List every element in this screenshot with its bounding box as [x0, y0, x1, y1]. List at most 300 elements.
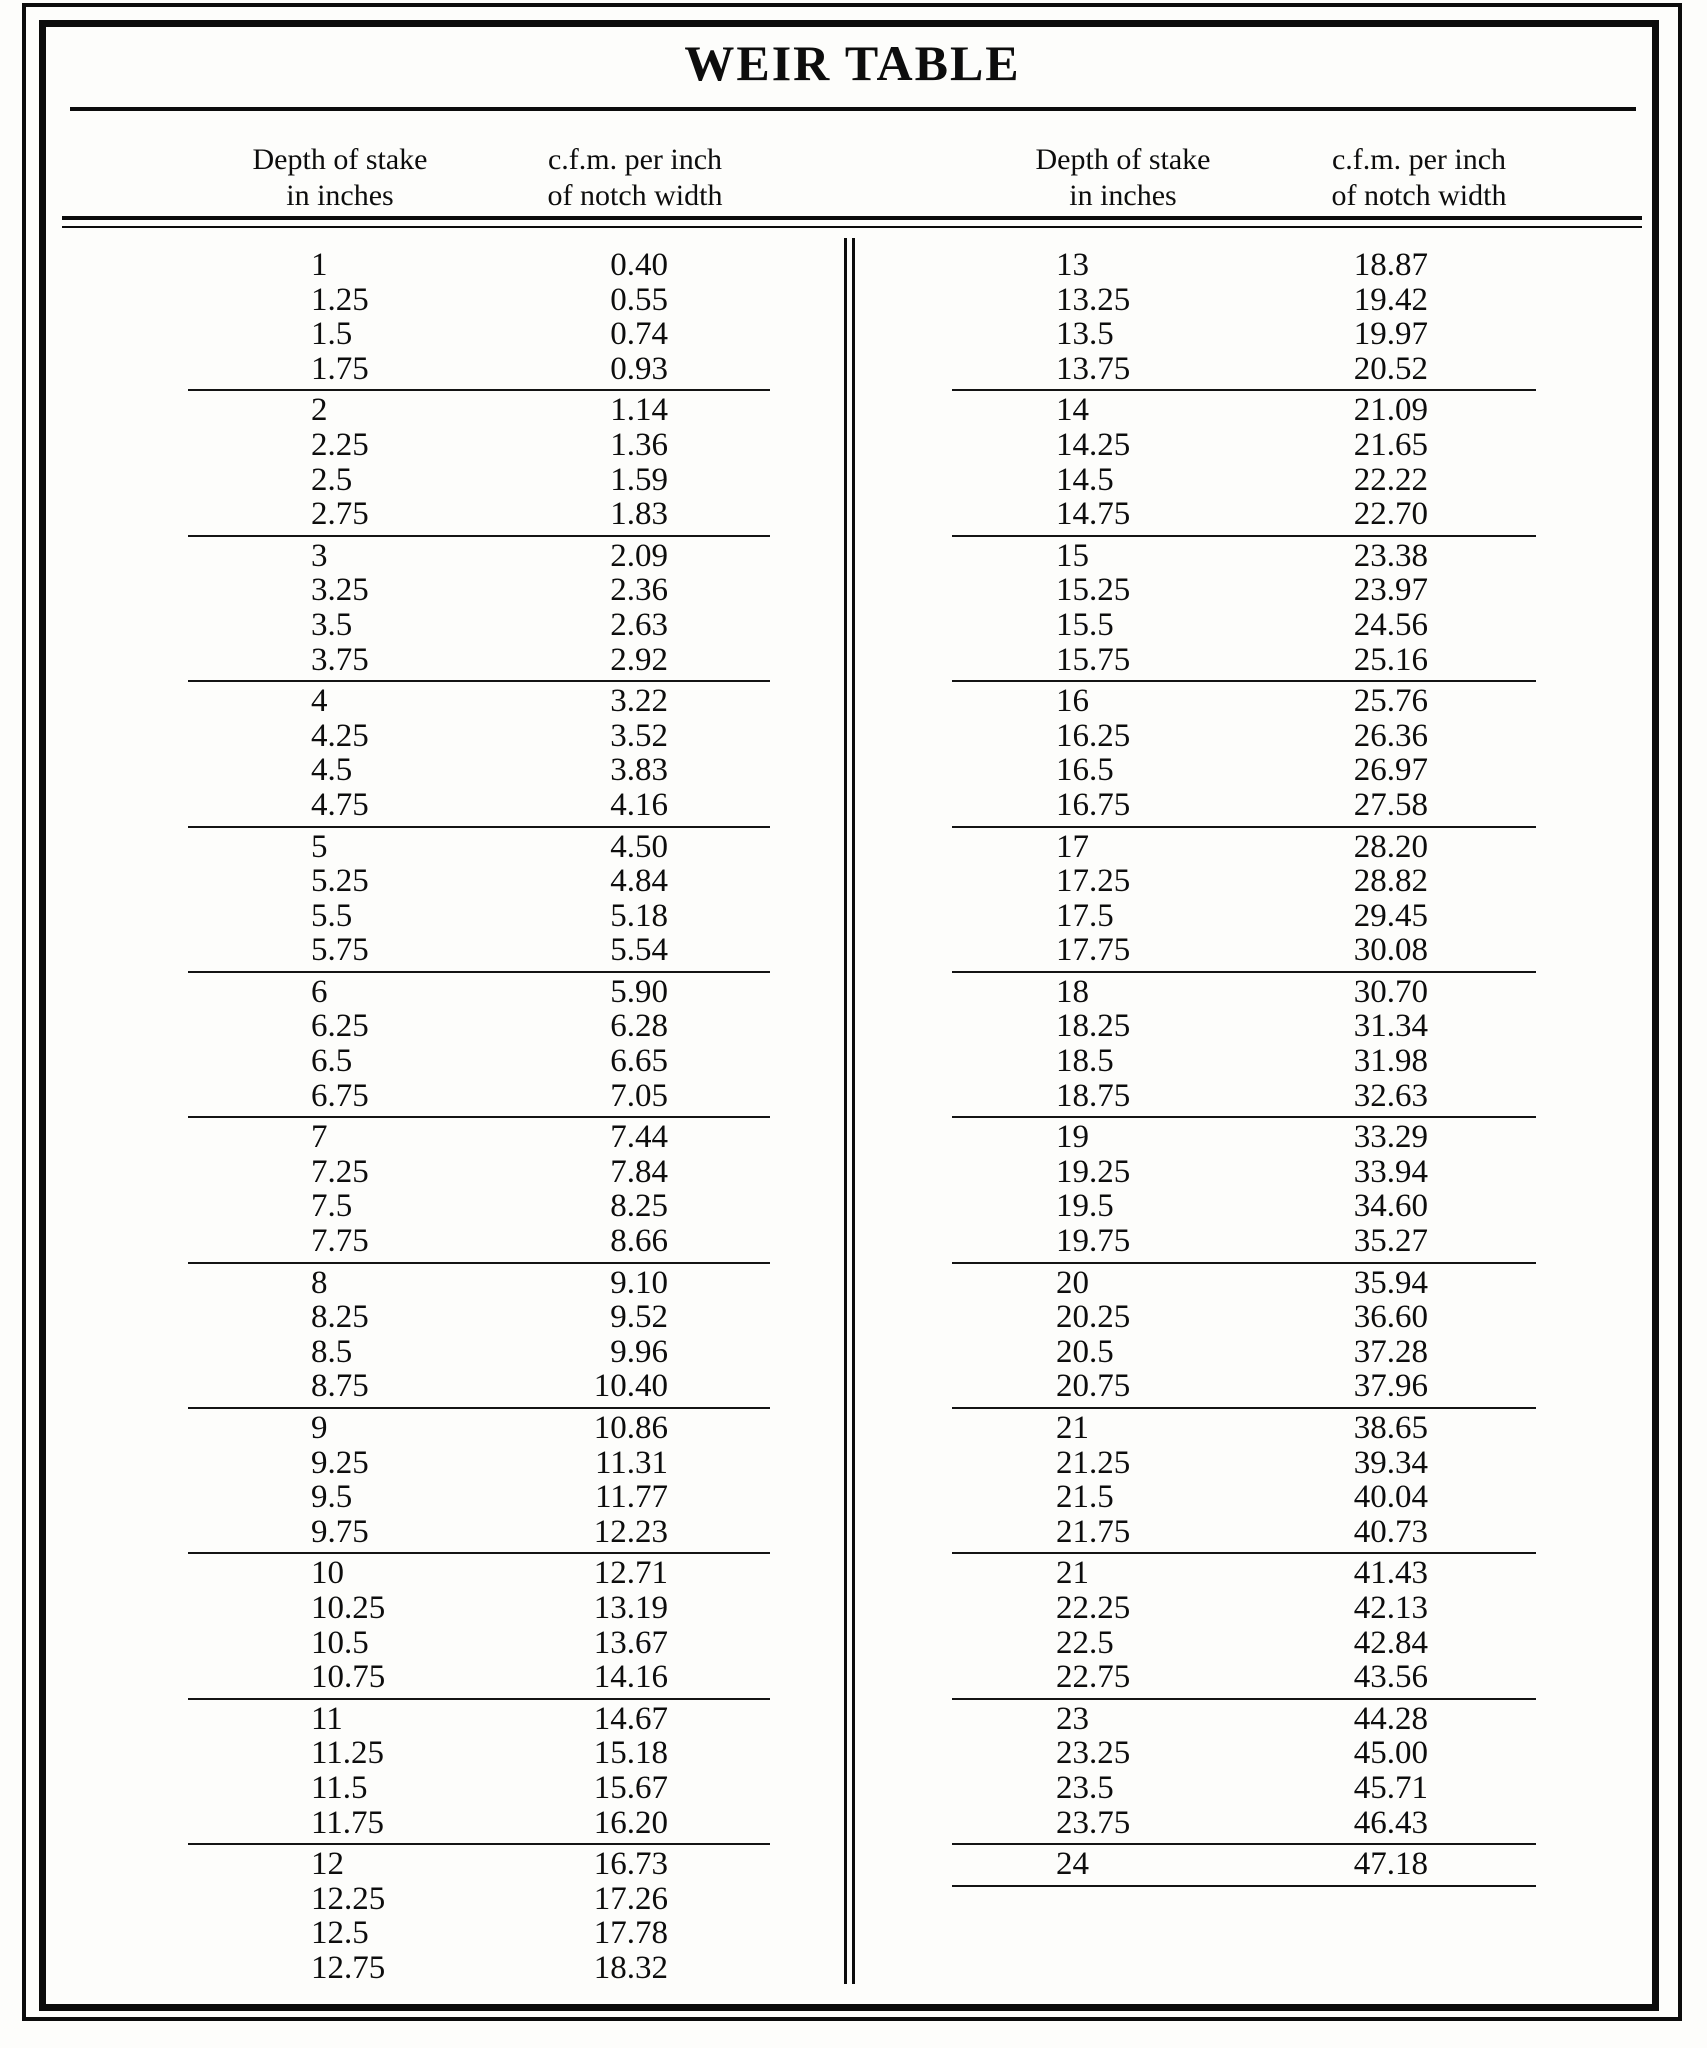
- depth-cell: 7.75: [311, 1223, 369, 1260]
- depth-cell: 3: [311, 537, 328, 574]
- cfm-cell: 47.18: [1353, 1846, 1428, 1883]
- cfm-cell: 16.20: [593, 1804, 668, 1841]
- cfm-cell: 30.70: [1353, 973, 1428, 1010]
- cfm-cell: 26.36: [1353, 717, 1428, 754]
- cfm-cell: 5.54: [610, 932, 668, 969]
- table-row: [65, 573, 845, 608]
- depth-cell: 9: [311, 1410, 328, 1446]
- table-row: [65, 864, 845, 899]
- depth-cell: 10.25: [311, 1589, 386, 1626]
- cfm-cell: 21.65: [1353, 426, 1428, 463]
- table-row: [860, 248, 1640, 283]
- cfm-cell: 33.29: [1353, 1119, 1428, 1156]
- table-row: [65, 608, 845, 643]
- table-row: [65, 933, 845, 968]
- header-depth-line2: in inches: [1069, 179, 1177, 212]
- table-row: [65, 463, 845, 498]
- row-group: [65, 393, 845, 536]
- depth-cell: 13: [1056, 247, 1089, 283]
- cfm-cell: 7.05: [610, 1077, 668, 1114]
- row-group: [860, 1847, 1640, 1887]
- depth-cell: 10: [311, 1555, 344, 1592]
- cfm-cell: 2.36: [610, 572, 668, 609]
- depth-cell: 14.25: [1056, 426, 1131, 463]
- table-row: [860, 1189, 1640, 1224]
- table-row: [860, 573, 1640, 608]
- table-row: [860, 317, 1640, 352]
- table-row: [65, 1736, 845, 1771]
- depth-cell: 24: [1056, 1846, 1089, 1883]
- table-row: [65, 1446, 845, 1481]
- depth-cell: 20: [1056, 1264, 1089, 1301]
- depth-cell: 21.75: [1056, 1513, 1131, 1550]
- table-row: [65, 1266, 845, 1301]
- row-group: [860, 975, 1640, 1118]
- cfm-cell: 23.97: [1353, 572, 1428, 609]
- depth-cell: 23: [1056, 1700, 1089, 1737]
- table-row: [860, 428, 1640, 463]
- cfm-cell: 23.38: [1353, 537, 1428, 574]
- table-row: [65, 753, 845, 788]
- table-row: [65, 1120, 845, 1155]
- table-row: [860, 497, 1640, 532]
- table-row: [860, 1736, 1640, 1771]
- cfm-cell: 0.93: [610, 350, 668, 387]
- table-row: [860, 283, 1640, 318]
- depth-cell: 5.5: [311, 897, 353, 934]
- depth-cell: 11.75: [311, 1804, 385, 1841]
- cfm-cell: 38.65: [1353, 1410, 1428, 1446]
- header-depth-right: [993, 142, 1253, 214]
- row-group: [860, 830, 1640, 973]
- header-double-rule: [62, 216, 1642, 228]
- depth-cell: 6: [311, 973, 328, 1010]
- cfm-cell: 14.16: [593, 1659, 668, 1696]
- cfm-cell: 21.09: [1353, 392, 1428, 429]
- depth-cell: 4.25: [311, 717, 369, 754]
- table-row: [860, 933, 1640, 968]
- depth-cell: 2.75: [311, 496, 369, 533]
- depth-cell: 21.25: [1056, 1444, 1131, 1481]
- table-row: [65, 1626, 845, 1661]
- depth-cell: 15.75: [1056, 641, 1131, 678]
- table-row: [65, 1951, 845, 1986]
- cfm-cell: 12.71: [593, 1555, 668, 1592]
- table-row: [860, 684, 1640, 719]
- table-row: [860, 1155, 1640, 1190]
- depth-cell: 5.25: [311, 863, 369, 900]
- cfm-cell: 33.94: [1353, 1153, 1428, 1190]
- depth-cell: 17.75: [1056, 932, 1131, 969]
- depth-cell: 1.25: [311, 281, 369, 318]
- table-row: [860, 393, 1640, 428]
- row-group: [860, 1702, 1640, 1845]
- depth-cell: 6.75: [311, 1077, 369, 1114]
- depth-cell: 8.25: [311, 1299, 369, 1336]
- left-column-body: [65, 248, 845, 1986]
- row-group: [860, 248, 1640, 391]
- table-row: [860, 1591, 1640, 1626]
- depth-cell: 11.25: [311, 1735, 385, 1772]
- depth-cell: 14.75: [1056, 496, 1131, 533]
- header-depth-left: [210, 142, 470, 214]
- cfm-cell: 30.08: [1353, 932, 1428, 969]
- cfm-cell: 8.25: [610, 1188, 668, 1225]
- depth-cell: 3.5: [311, 606, 353, 643]
- depth-cell: 5.75: [311, 932, 369, 969]
- table-row: [65, 899, 845, 934]
- table-row: [65, 283, 845, 318]
- table-row: [860, 1224, 1640, 1259]
- depth-cell: 6.5: [311, 1043, 353, 1080]
- depth-cell: 13.75: [1056, 350, 1131, 387]
- depth-cell: 20.5: [1056, 1333, 1114, 1370]
- cfm-cell: 6.28: [610, 1008, 668, 1045]
- cfm-cell: 4.84: [610, 863, 668, 900]
- cfm-cell: 44.28: [1353, 1700, 1428, 1737]
- depth-cell: 18.25: [1056, 1008, 1131, 1045]
- row-group: [65, 248, 845, 391]
- depth-cell: 1.5: [311, 316, 353, 353]
- cfm-cell: 22.70: [1353, 496, 1428, 533]
- depth-cell: 16.5: [1056, 752, 1114, 789]
- table-row: [65, 684, 845, 719]
- cfm-cell: 20.52: [1353, 350, 1428, 387]
- table-row: [860, 1702, 1640, 1737]
- table-row: [860, 1079, 1640, 1114]
- row-group: [65, 975, 845, 1118]
- depth-cell: 14.5: [1056, 461, 1114, 498]
- depth-cell: 21.5: [1056, 1479, 1114, 1516]
- depth-cell: 12.25: [311, 1880, 386, 1917]
- depth-cell: 5: [311, 828, 328, 865]
- table-row: [860, 1771, 1640, 1806]
- table-row: [65, 1369, 845, 1404]
- cfm-cell: 22.22: [1353, 461, 1428, 498]
- depth-cell: 17.25: [1056, 863, 1131, 900]
- table-row: [860, 1847, 1640, 1882]
- depth-cell: 4.75: [311, 786, 369, 823]
- depth-cell: 17.5: [1056, 897, 1114, 934]
- cfm-cell: 25.16: [1353, 641, 1428, 678]
- cfm-cell: 28.20: [1353, 828, 1428, 865]
- row-group: [860, 1120, 1640, 1263]
- depth-cell: 12.5: [311, 1915, 369, 1952]
- row-group: [65, 1556, 845, 1699]
- header-cfm-right: [1289, 142, 1549, 214]
- cfm-cell: 28.82: [1353, 863, 1428, 900]
- table-row: [65, 1702, 845, 1737]
- row-group: [65, 830, 845, 973]
- depth-cell: 8.5: [311, 1333, 353, 1370]
- depth-cell: 20.75: [1056, 1368, 1131, 1405]
- table-row: [860, 899, 1640, 934]
- cfm-cell: 41.43: [1353, 1555, 1428, 1592]
- cfm-cell: 5.90: [610, 973, 668, 1010]
- cfm-cell: 40.04: [1353, 1479, 1428, 1516]
- cfm-cell: 2.63: [610, 606, 668, 643]
- table-row: [860, 608, 1640, 643]
- table-row: [65, 1079, 845, 1114]
- cfm-cell: 18.32: [593, 1949, 668, 1986]
- cfm-cell: 42.84: [1353, 1624, 1428, 1661]
- depth-cell: 18.75: [1056, 1077, 1131, 1114]
- table-row: [860, 1044, 1640, 1079]
- table-row: [65, 1009, 845, 1044]
- cfm-cell: 16.73: [593, 1846, 668, 1883]
- depth-cell: 3.75: [311, 641, 369, 678]
- table-row: [860, 1300, 1640, 1335]
- table-row: [860, 788, 1640, 823]
- depth-cell: 18.5: [1056, 1043, 1114, 1080]
- cfm-cell: 25.76: [1353, 683, 1428, 720]
- cfm-cell: 26.97: [1353, 752, 1428, 789]
- row-group: [860, 1411, 1640, 1554]
- table-row: [860, 1806, 1640, 1841]
- table-row: [65, 1155, 845, 1190]
- cfm-cell: 0.74: [610, 316, 668, 353]
- depth-cell: 22.25: [1056, 1589, 1131, 1626]
- cfm-cell: 2.92: [610, 641, 668, 678]
- depth-cell: 2.25: [311, 426, 369, 463]
- row-group: [65, 1847, 845, 1985]
- cfm-cell: 37.96: [1353, 1368, 1428, 1405]
- row-group: [860, 539, 1640, 682]
- cfm-cell: 29.45: [1353, 897, 1428, 934]
- depth-cell: 14: [1056, 392, 1089, 429]
- table-row: [65, 428, 845, 463]
- table-row: [65, 830, 845, 865]
- cfm-cell: 18.87: [1353, 247, 1428, 283]
- cfm-cell: 43.56: [1353, 1659, 1428, 1696]
- cfm-cell: 13.67: [593, 1624, 668, 1661]
- table-row: [860, 352, 1640, 387]
- cfm-cell: 4.16: [610, 786, 668, 823]
- row-group: [65, 539, 845, 682]
- table-row: [65, 248, 845, 283]
- depth-cell: 15: [1056, 537, 1089, 574]
- table-row: [860, 753, 1640, 788]
- depth-cell: 21: [1056, 1410, 1089, 1446]
- cfm-cell: 31.34: [1353, 1008, 1428, 1045]
- table-row: [860, 1626, 1640, 1661]
- cfm-cell: 24.56: [1353, 606, 1428, 643]
- row-group: [860, 684, 1640, 827]
- cfm-cell: 0.40: [610, 247, 668, 283]
- depth-cell: 11.5: [311, 1769, 368, 1806]
- table-row: [65, 788, 845, 823]
- cfm-cell: 8.66: [610, 1223, 668, 1260]
- header-cfm-line2: of notch width: [547, 179, 723, 212]
- cfm-cell: 9.96: [610, 1333, 668, 1370]
- cfm-cell: 7.84: [610, 1153, 668, 1190]
- table-row: [65, 1806, 845, 1841]
- table-row: [65, 539, 845, 574]
- depth-cell: 22.5: [1056, 1624, 1114, 1661]
- depth-cell: 7.25: [311, 1153, 369, 1190]
- table-row: [65, 1916, 845, 1951]
- depth-cell: 9.75: [311, 1513, 369, 1550]
- depth-cell: 12.75: [311, 1949, 386, 1986]
- depth-cell: 2: [311, 392, 328, 429]
- depth-cell: 18: [1056, 973, 1089, 1010]
- depth-cell: 4.5: [311, 752, 353, 789]
- depth-cell: 1: [311, 247, 328, 283]
- table-row: [65, 975, 845, 1010]
- row-group: [65, 1266, 845, 1409]
- depth-cell: 2.5: [311, 461, 353, 498]
- cfm-cell: 1.36: [610, 426, 668, 463]
- depth-cell: 9.25: [311, 1444, 369, 1481]
- header-depth-line1: Depth of stake: [252, 143, 428, 176]
- depth-cell: 23.25: [1056, 1735, 1131, 1772]
- row-group: [860, 393, 1640, 536]
- depth-cell: 15.5: [1056, 606, 1114, 643]
- table-row: [65, 1660, 845, 1695]
- cfm-cell: 36.60: [1353, 1299, 1428, 1336]
- table-row: [65, 317, 845, 352]
- table-row: [860, 1009, 1640, 1044]
- cfm-cell: 14.67: [593, 1700, 668, 1737]
- cfm-cell: 42.13: [1353, 1589, 1428, 1626]
- table-row: [65, 1480, 845, 1515]
- row-group: [65, 1411, 845, 1554]
- depth-cell: 15.25: [1056, 572, 1131, 609]
- table-row: [65, 1335, 845, 1370]
- cfm-cell: 7.44: [610, 1119, 668, 1156]
- depth-cell: 8: [311, 1264, 328, 1301]
- header-cfm-line1: c.f.m. per inch: [1331, 143, 1507, 176]
- table-row: [860, 1446, 1640, 1481]
- cfm-cell: 37.28: [1353, 1333, 1428, 1370]
- cfm-cell: 11.77: [594, 1479, 668, 1516]
- cfm-cell: 15.67: [593, 1769, 668, 1806]
- cfm-cell: 17.26: [593, 1880, 668, 1917]
- cfm-cell: 2.09: [610, 537, 668, 574]
- table-row: [65, 352, 845, 387]
- table-row: [860, 1480, 1640, 1515]
- cfm-cell: 10.86: [593, 1410, 668, 1446]
- header-cfm-line1: c.f.m. per inch: [547, 143, 723, 176]
- table-row: [860, 1660, 1640, 1695]
- header-depth-line2: in inches: [286, 179, 394, 212]
- depth-cell: 8.75: [311, 1368, 369, 1405]
- table-row: [65, 1515, 845, 1550]
- cfm-cell: 5.18: [610, 897, 668, 934]
- depth-cell: 16: [1056, 683, 1089, 720]
- depth-cell: 13.25: [1056, 281, 1131, 318]
- cfm-cell: 12.23: [593, 1513, 668, 1550]
- cfm-cell: 15.18: [593, 1735, 668, 1772]
- cfm-cell: 17.78: [593, 1915, 668, 1952]
- cfm-cell: 6.65: [610, 1043, 668, 1080]
- depth-cell: 12: [311, 1846, 344, 1883]
- depth-cell: 23.5: [1056, 1769, 1114, 1806]
- table-row: [860, 830, 1640, 865]
- table-row: [65, 643, 845, 678]
- cfm-cell: 0.55: [610, 281, 668, 318]
- depth-cell: 9.5: [311, 1479, 353, 1516]
- cfm-cell: 35.27: [1353, 1223, 1428, 1260]
- cfm-cell: 40.73: [1353, 1513, 1428, 1550]
- depth-cell: 7.5: [311, 1188, 353, 1225]
- table-row: [860, 975, 1640, 1010]
- center-double-divider: [844, 238, 855, 1984]
- table-row: [65, 497, 845, 532]
- depth-cell: 3.25: [311, 572, 369, 609]
- cfm-cell: 45.00: [1353, 1735, 1428, 1772]
- row-group: [860, 1266, 1640, 1409]
- depth-cell: 16.25: [1056, 717, 1131, 754]
- depth-cell: 22.75: [1056, 1659, 1131, 1696]
- table-row: [65, 1044, 845, 1079]
- cfm-cell: 32.63: [1353, 1077, 1428, 1114]
- table-row: [65, 1771, 845, 1806]
- depth-cell: 20.25: [1056, 1299, 1131, 1336]
- cfm-cell: 4.50: [610, 828, 668, 865]
- cfm-cell: 34.60: [1353, 1188, 1428, 1225]
- header-depth-line1: Depth of stake: [1035, 143, 1211, 176]
- cfm-cell: 1.59: [610, 461, 668, 498]
- table-row: [860, 463, 1640, 498]
- row-group: [65, 1702, 845, 1845]
- cfm-cell: 1.14: [610, 392, 668, 429]
- depth-cell: 11: [311, 1700, 343, 1737]
- cfm-cell: 10.40: [593, 1368, 668, 1405]
- table-row: [65, 1300, 845, 1335]
- page-title: WEIR TABLE: [684, 35, 1021, 91]
- cfm-cell: 45.71: [1353, 1769, 1428, 1806]
- depth-cell: 21: [1056, 1555, 1089, 1592]
- table-row: [860, 643, 1640, 678]
- cfm-cell: 3.83: [610, 752, 668, 789]
- cfm-cell: 35.94: [1353, 1264, 1428, 1301]
- depth-cell: 6.25: [311, 1008, 369, 1045]
- table-row: [860, 1335, 1640, 1370]
- row-group: [65, 684, 845, 827]
- table-row: [65, 1411, 845, 1446]
- table-row: [860, 719, 1640, 754]
- depth-cell: 19.5: [1056, 1188, 1114, 1225]
- cfm-cell: 3.22: [610, 683, 668, 720]
- cfm-cell: 3.52: [610, 717, 668, 754]
- table-row: [65, 1591, 845, 1626]
- table-row: [65, 1847, 845, 1882]
- cfm-cell: 46.43: [1353, 1804, 1428, 1841]
- depth-cell: 19.25: [1056, 1153, 1131, 1190]
- cfm-cell: 1.83: [610, 496, 668, 533]
- header-cfm-line2: of notch width: [1331, 179, 1507, 212]
- cfm-cell: 31.98: [1353, 1043, 1428, 1080]
- cfm-cell: 27.58: [1353, 786, 1428, 823]
- depth-cell: 7: [311, 1119, 328, 1156]
- cfm-cell: 9.10: [610, 1264, 668, 1301]
- table-row: [860, 1411, 1640, 1446]
- table-row: [860, 539, 1640, 574]
- table-row: [860, 1369, 1640, 1404]
- row-group: [860, 1556, 1640, 1699]
- right-column-body: [860, 248, 1640, 1889]
- depth-cell: 10.5: [311, 1624, 369, 1661]
- depth-cell: 19: [1056, 1119, 1089, 1156]
- depth-cell: 23.75: [1056, 1804, 1131, 1841]
- table-row: [65, 1556, 845, 1591]
- table-row: [65, 1882, 845, 1917]
- table-row: [860, 1556, 1640, 1591]
- table-row: [860, 1266, 1640, 1301]
- depth-cell: 16.75: [1056, 786, 1131, 823]
- table-row: [860, 864, 1640, 899]
